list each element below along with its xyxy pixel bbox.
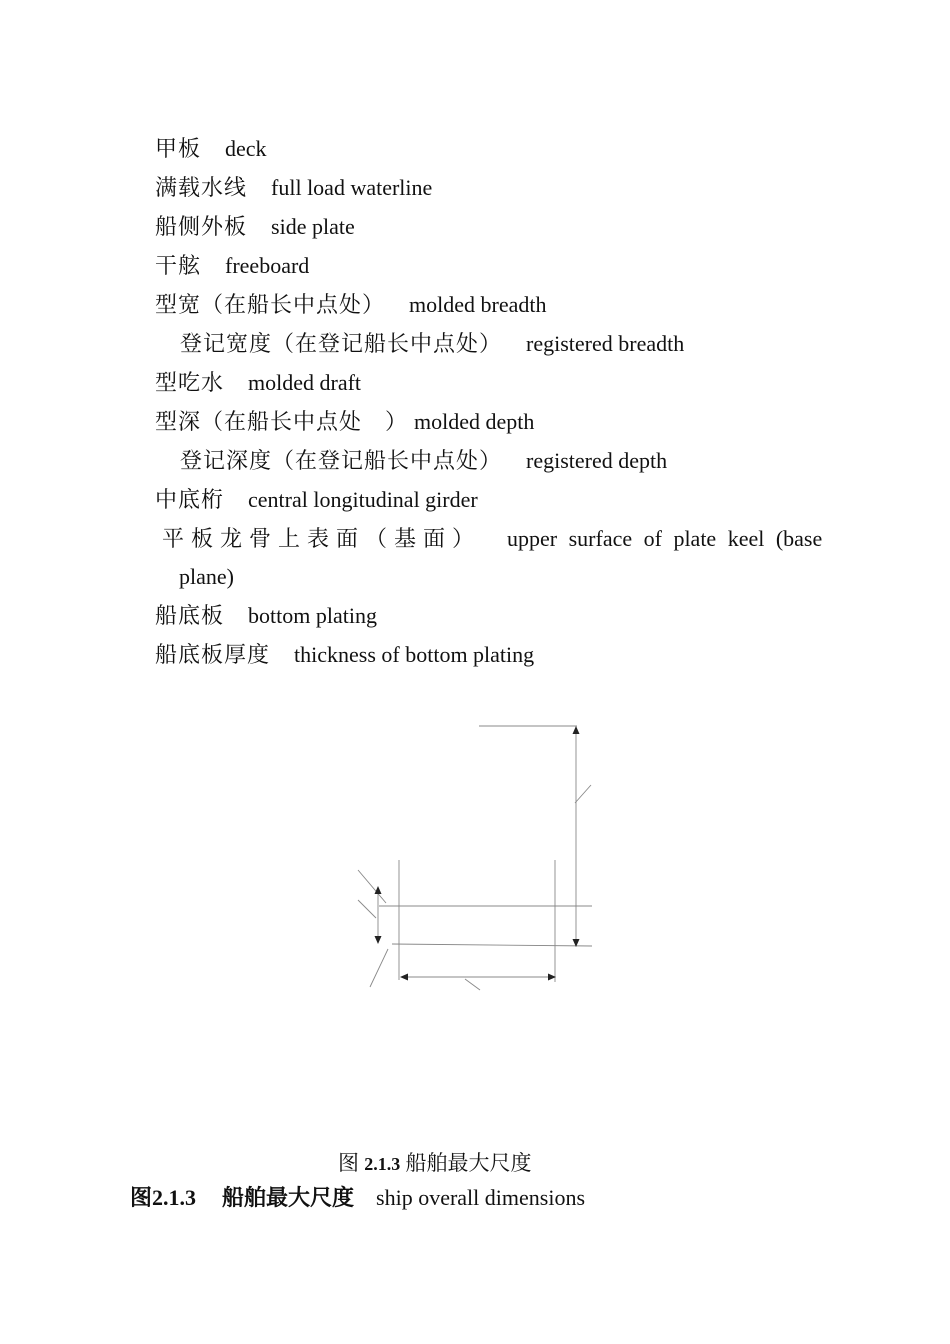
bottom-leader bbox=[370, 949, 388, 987]
term-en: freeboard bbox=[225, 253, 310, 278]
term-central-girder bbox=[155, 487, 478, 513]
term-zh: 满载水线 bbox=[155, 175, 248, 200]
freeboard-leader bbox=[358, 900, 376, 918]
term-en: registered breadth bbox=[526, 331, 685, 356]
term-zh: 船底板厚度 bbox=[155, 642, 271, 667]
baseline bbox=[392, 944, 592, 946]
term-molded-depth bbox=[155, 409, 534, 435]
term-en-continued: plane) bbox=[179, 564, 234, 589]
term-en: deck bbox=[225, 136, 267, 161]
term-molded-draft bbox=[155, 370, 361, 396]
term-registered-breadth bbox=[180, 331, 684, 357]
term-en: registered depth bbox=[526, 448, 668, 473]
term-base-plane bbox=[162, 526, 822, 552]
side-plate-leader bbox=[575, 785, 591, 803]
term-en: bottom plating bbox=[248, 603, 377, 628]
term-zh: 船侧外板 bbox=[155, 214, 248, 239]
depth-arrow-top bbox=[573, 726, 580, 734]
term-molded-breadth bbox=[155, 292, 546, 318]
heading-number: 2.1.3 bbox=[152, 1185, 197, 1210]
term-deck bbox=[155, 136, 267, 162]
term-zh: 甲板 bbox=[155, 136, 202, 161]
breadth-leader bbox=[465, 979, 480, 990]
term-zh: 船底板 bbox=[155, 603, 225, 628]
term-zh: 干舷 bbox=[155, 253, 202, 278]
term-zh: 型宽（在船长中点处） bbox=[155, 292, 386, 317]
term-base-plane-continued bbox=[179, 564, 234, 590]
caption-prefix: 图 bbox=[338, 1151, 359, 1175]
term-en: side plate bbox=[271, 214, 355, 239]
term-en: molded breadth bbox=[409, 292, 547, 317]
term-en: molded draft bbox=[248, 370, 362, 395]
term-en: molded depth bbox=[414, 409, 535, 434]
term-zh: 型吃水 bbox=[155, 370, 225, 395]
heading-title-en: ship overall dimensions bbox=[376, 1185, 586, 1210]
term-en: central longitudinal girder bbox=[248, 487, 478, 512]
draft-arrow-bottom bbox=[375, 936, 382, 944]
term-bottom-plating bbox=[155, 603, 377, 629]
figure-heading bbox=[130, 1184, 585, 1212]
term-zh: 型深（在船长中点处 ） bbox=[155, 409, 409, 434]
term-en: full load waterline bbox=[271, 175, 433, 200]
figure-caption bbox=[338, 1150, 532, 1177]
caption-title: 船舶最大尺度 bbox=[405, 1151, 532, 1175]
breadth-arrow-left bbox=[400, 974, 408, 981]
term-bottom-plating-thickness bbox=[155, 642, 534, 668]
caption-number: 2.1.3 bbox=[364, 1154, 401, 1174]
term-zh: 中底桁 bbox=[155, 487, 225, 512]
term-full-load-waterline bbox=[155, 175, 432, 201]
term-zh: 平板龙骨上表面（基面） bbox=[162, 526, 482, 551]
ship-dimensions-figure bbox=[340, 715, 610, 1005]
term-en: thickness of bottom plating bbox=[294, 642, 535, 667]
term-registered-depth bbox=[180, 448, 667, 474]
term-side-plate bbox=[155, 214, 355, 240]
heading-prefix: 图 bbox=[130, 1185, 153, 1210]
term-zh: 登记深度（在登记船长中点处） bbox=[180, 448, 503, 473]
term-zh: 登记宽度（在登记船长中点处） bbox=[180, 331, 503, 356]
waterline-leader bbox=[358, 870, 386, 903]
heading-title-zh: 船舶最大尺度 bbox=[222, 1185, 355, 1210]
term-freeboard bbox=[155, 253, 309, 279]
term-en: upper surface of plate keel (base bbox=[507, 526, 823, 551]
